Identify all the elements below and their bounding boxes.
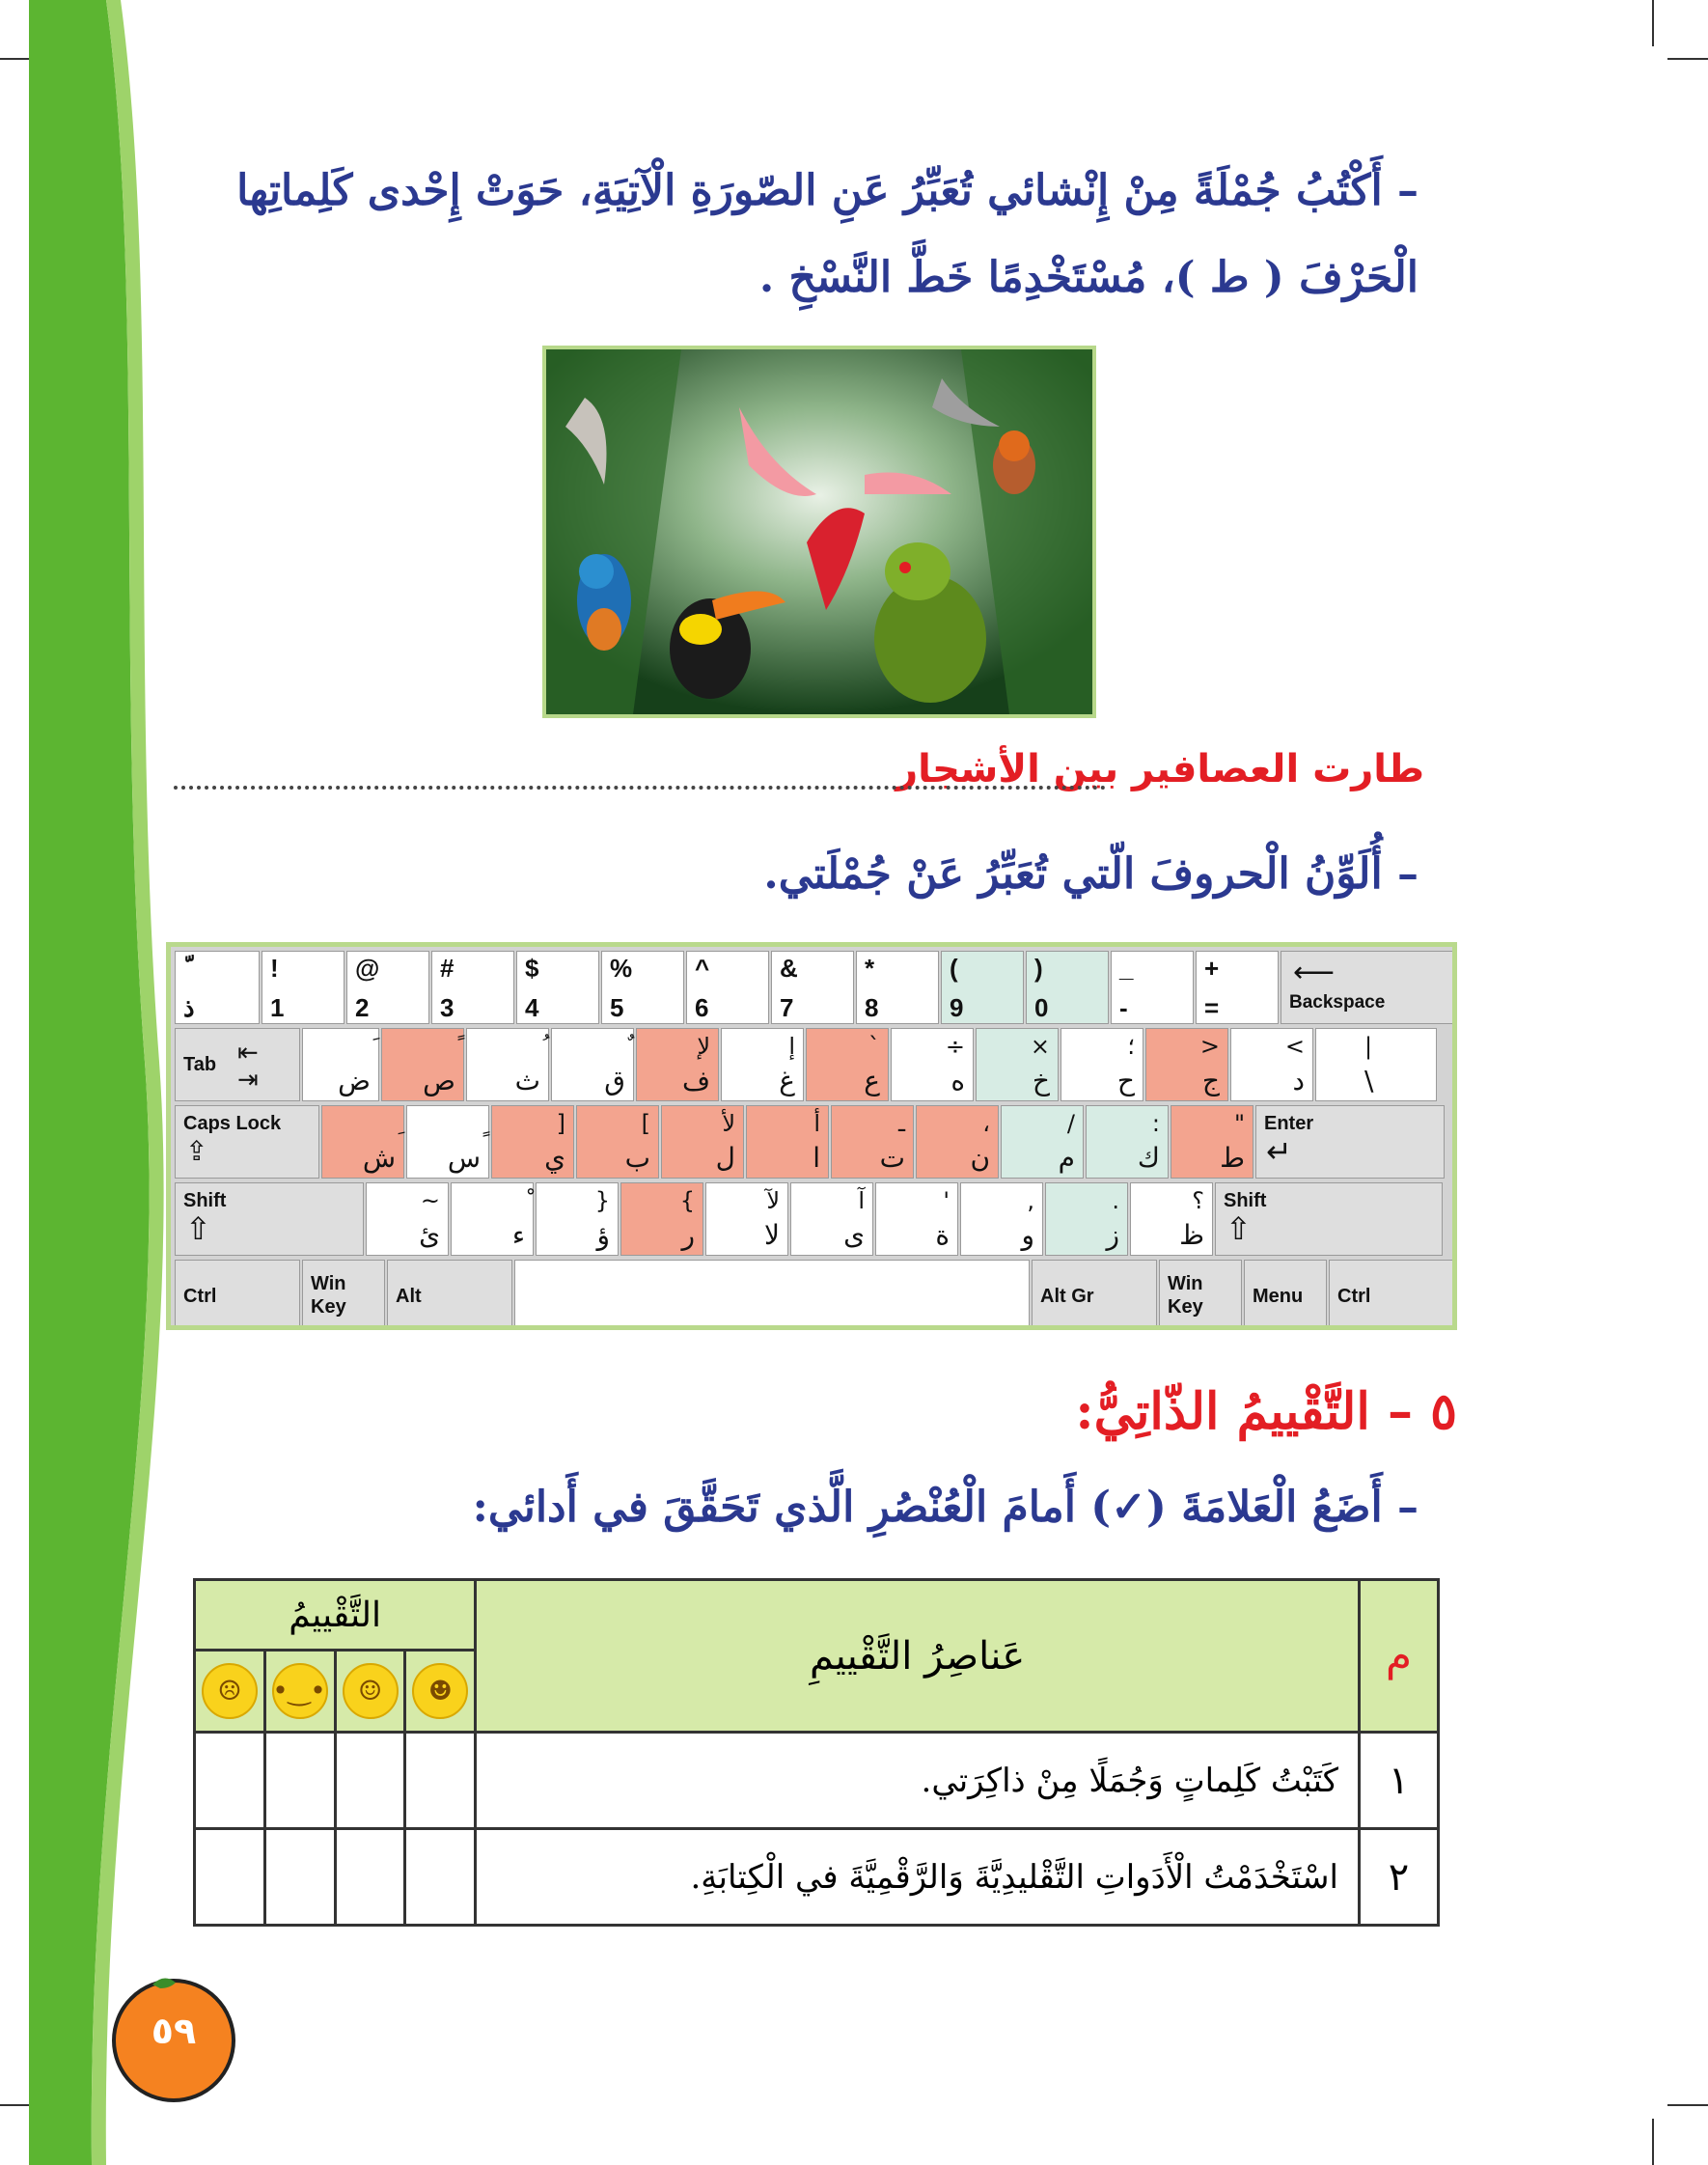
dotted-writing-line [174,786,1106,790]
key-sad[interactable]: ص [381,1028,464,1101]
key-dal[interactable]: < د [1230,1028,1313,1101]
rating-sad-header [195,1651,265,1733]
key-dad[interactable]: ض [302,1028,379,1101]
key-tab[interactable]: Tab ⇤ ⇥ [175,1028,300,1101]
key-equals[interactable]: + = [1196,951,1279,1024]
key-lam[interactable]: لأ ل [661,1105,744,1179]
neutral-face-icon: •‿• [272,1663,328,1719]
key-fa[interactable]: لإ ف [636,1028,719,1101]
table-row [195,1733,1439,1829]
rating-cell[interactable] [264,1829,335,1926]
header-rating: التَّقْييمُ [195,1580,476,1651]
keyboard-row-numbers [175,951,1456,1026]
key-9[interactable]: ( 9 [941,951,1024,1024]
caps-lock-icon: ⇪ [185,1136,208,1166]
key-0[interactable]: ) 0 [1026,951,1109,1024]
keyboard-row-home-letters [175,1105,1446,1180]
key-kaf[interactable]: : ك [1086,1105,1169,1179]
section-title: ٥ – التَّقْييمُ الذّاتِيُّ: [1075,1382,1457,1441]
key-dhal[interactable]: ذ [175,951,260,1024]
key-tta[interactable]: " ط [1171,1105,1253,1179]
sad-face-icon: ☹ [202,1663,258,1719]
key-ctrl-left[interactable]: Ctrl [175,1260,300,1330]
key-3[interactable]: # 3 [431,951,514,1024]
key-space[interactable] [514,1260,1030,1330]
keyboard-row-modifiers [175,1260,1456,1330]
rating-excellent-header [405,1651,476,1733]
key-hamza-ya[interactable]: ~ ئ [366,1182,449,1256]
key-nun[interactable]: ، ن [916,1105,999,1179]
rating-cell[interactable] [405,1733,476,1829]
header-number: م [1359,1580,1438,1733]
key-alif-maqsura[interactable]: آ ى [790,1182,873,1256]
keyboard-row-top-letters [175,1028,1439,1103]
rating-cell[interactable] [195,1733,265,1829]
evaluation-table [193,1578,1440,1927]
key-menu[interactable]: Menu [1244,1260,1327,1330]
laughing-face-icon: ☻ [412,1663,468,1719]
key-zay[interactable]: . ز [1045,1182,1128,1256]
key-jim[interactable]: > ج [1145,1028,1228,1101]
key-backspace[interactable]: ⟵ Backspace [1281,951,1454,1024]
key-lam-alif[interactable]: لآ لا [705,1182,788,1256]
key-mim[interactable]: / م [1001,1105,1084,1179]
key-shin[interactable]: ش [321,1105,404,1179]
instruction-line-1: – أَكْتُبُ جُمْلَةً مِنْ إِنْشائي تُعَبِّرُ عَنِ الصّورَةِ الْآتِيَةِ، حَوَتْ إِحْدى كَلِماتِها [236,166,1419,215]
crop-mark [1652,2119,1654,2165]
key-qaf[interactable]: ق [551,1028,634,1101]
birds-photo [542,346,1096,718]
key-2[interactable]: @ 2 [346,951,429,1024]
key-hha[interactable]: ؛ ح [1061,1028,1143,1101]
key-shift-left[interactable]: Shift ⇧ [175,1182,364,1256]
key-ta-marbuta[interactable]: ' ة [875,1182,958,1256]
table-row [195,1829,1439,1926]
key-6[interactable]: ^ 6 [686,951,769,1024]
arrow-left-icon: ⟵ [1293,957,1336,988]
key-waw[interactable]: , و [960,1182,1043,1256]
key-ta[interactable]: ـ ت [831,1105,914,1179]
rating-cell[interactable] [335,1733,405,1829]
color-instruction: – أُلَوِّنُ الْحروفَ الّتي تُعَبِّرُ عَنْ جُمْلَتي. [763,849,1419,899]
page-number: ٥٩ [151,2010,197,2052]
crop-mark [1667,58,1708,60]
row-number: ١ [1359,1733,1438,1829]
key-4[interactable]: $ 4 [516,951,599,1024]
rating-cell[interactable] [195,1829,265,1926]
shift-arrow-icon: ⇧ [185,1211,211,1246]
arabic-keyboard [166,942,1457,1330]
key-win-right[interactable]: Win Key [1159,1260,1242,1330]
key-hamza[interactable]: ء [451,1182,534,1256]
rating-cell[interactable] [264,1733,335,1829]
header-items: عَناصِرُ التَّقْييمِ [476,1580,1360,1733]
key-dha[interactable]: ؟ ظ [1130,1182,1213,1256]
enter-arrow-icon: ↵ [1266,1134,1292,1169]
answer-line[interactable] [174,741,1424,809]
rating-neutral-header [264,1651,335,1733]
key-ba[interactable]: [ ب [576,1105,659,1179]
key-backslash[interactable]: | \ [1315,1028,1437,1101]
key-ra[interactable]: { ر [620,1182,703,1256]
smiling-face-icon: ☺ [343,1663,399,1719]
key-ain[interactable]: ` ع [806,1028,889,1101]
key-ctrl-right[interactable]: Ctrl [1329,1260,1454,1330]
key-5[interactable]: % 5 [601,951,684,1024]
key-sin[interactable]: س [406,1105,489,1179]
answer-text: طارت العصافير بين الأشجار [895,747,1424,791]
row-item: كَتَبْتُ كَلِماتٍ وَجُمَلًا مِنْ ذاكِرَتي. [476,1733,1360,1829]
key-caps-lock[interactable]: Caps Lock ⇪ [175,1105,319,1179]
evaluation-instruction: – أَضَعُ الْعَلامَةَ (✓) أَمامَ الْعُنْصُرِ الَّذي تَحَقَّقَ في أَدائي: [472,1483,1419,1532]
row-number: ٢ [1359,1829,1438,1926]
key-ha[interactable]: ÷ ه [891,1028,974,1101]
key-ya[interactable]: ] ي [491,1105,574,1179]
shift-arrow-icon: ⇧ [1226,1211,1252,1246]
key-minus[interactable]: _ - [1111,951,1194,1024]
key-hamza-waw[interactable]: } ؤ [536,1182,619,1256]
key-kha[interactable]: × خ [976,1028,1059,1101]
row-item: اسْتَخْدَمْتُ الْأَدَواتِ التَّقْليدِيَّةَ وَالرَّقْمِيَّةَ في الْكِتابَةِ. [476,1829,1360,1926]
crop-mark [1652,0,1654,46]
key-alt-gr[interactable]: Alt Gr [1032,1260,1157,1330]
key-alif[interactable]: أ ا [746,1105,829,1179]
key-tha[interactable]: ث [466,1028,549,1101]
rating-cell[interactable] [405,1829,476,1926]
instruction-line-2: الْحَرْفَ ( ط )، مُسْتَخْدِمًا خَطَّ النَّسْخِ . [758,253,1419,302]
key-enter[interactable]: Enter ↵ [1255,1105,1445,1179]
tab-arrows-icon: ⇤ ⇥ [237,1038,259,1094]
key-win-left[interactable]: Win Key [302,1260,385,1330]
key-7[interactable]: & 7 [771,951,854,1024]
key-1[interactable]: ! 1 [262,951,344,1024]
keyboard-row-bottom-letters [175,1182,1445,1258]
key-shift-right[interactable]: Shift ⇧ [1215,1182,1443,1256]
rating-cell[interactable] [335,1829,405,1926]
key-8[interactable]: * 8 [856,951,939,1024]
key-alt[interactable]: Alt [387,1260,512,1330]
key-ghain[interactable]: إ غ [721,1028,804,1101]
rating-good-header [335,1651,405,1733]
crop-mark [1667,2104,1708,2106]
